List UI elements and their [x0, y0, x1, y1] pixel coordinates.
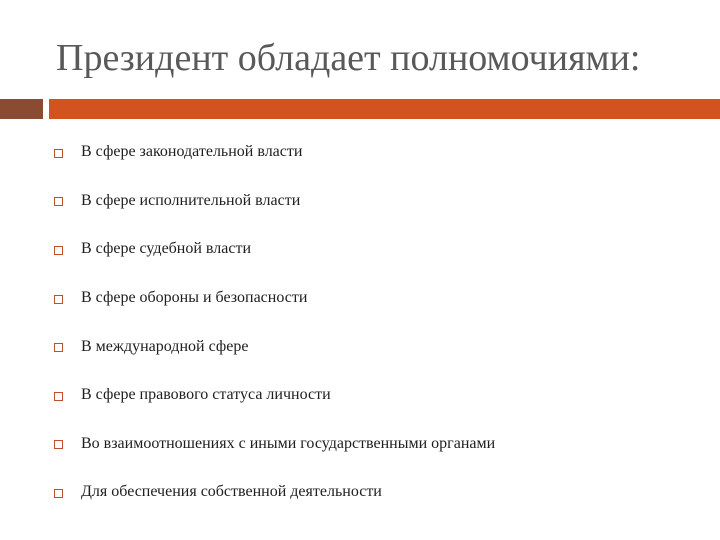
list-item	[54, 468, 495, 517]
square-bullet-icon	[54, 440, 63, 449]
list-item	[54, 274, 495, 323]
bullet-list	[54, 128, 495, 517]
square-bullet-icon	[54, 246, 63, 255]
slide-title: Президент обладает полномочиями:	[56, 37, 641, 79]
list-item	[54, 420, 495, 469]
square-bullet-icon	[54, 489, 63, 498]
list-item	[54, 371, 495, 420]
list-item-text: В международной сфере	[81, 337, 249, 355]
square-bullet-icon	[54, 392, 63, 401]
list-item	[54, 322, 495, 371]
square-bullet-icon	[54, 295, 63, 304]
list-item-text: Для обеспечения собственной деятельности	[81, 483, 382, 501]
accent-block	[0, 99, 43, 119]
accent-bar	[49, 99, 720, 119]
list-item-text: В сфере правового статуса личности	[81, 386, 331, 404]
list-item	[54, 128, 495, 177]
list-item-text: В сфере судебной власти	[81, 240, 252, 258]
square-bullet-icon	[54, 149, 63, 158]
list-item	[54, 225, 495, 274]
list-item	[54, 177, 495, 226]
list-item-text: В сфере исполнительной власти	[81, 191, 301, 209]
square-bullet-icon	[54, 197, 63, 206]
list-item-text: Во взаимоотношениях с иными государственными органами	[81, 434, 496, 452]
list-item-text: В сфере обороны и безопасности	[81, 289, 308, 307]
list-item-text: В сфере законодательной власти	[81, 143, 303, 161]
square-bullet-icon	[54, 343, 63, 352]
